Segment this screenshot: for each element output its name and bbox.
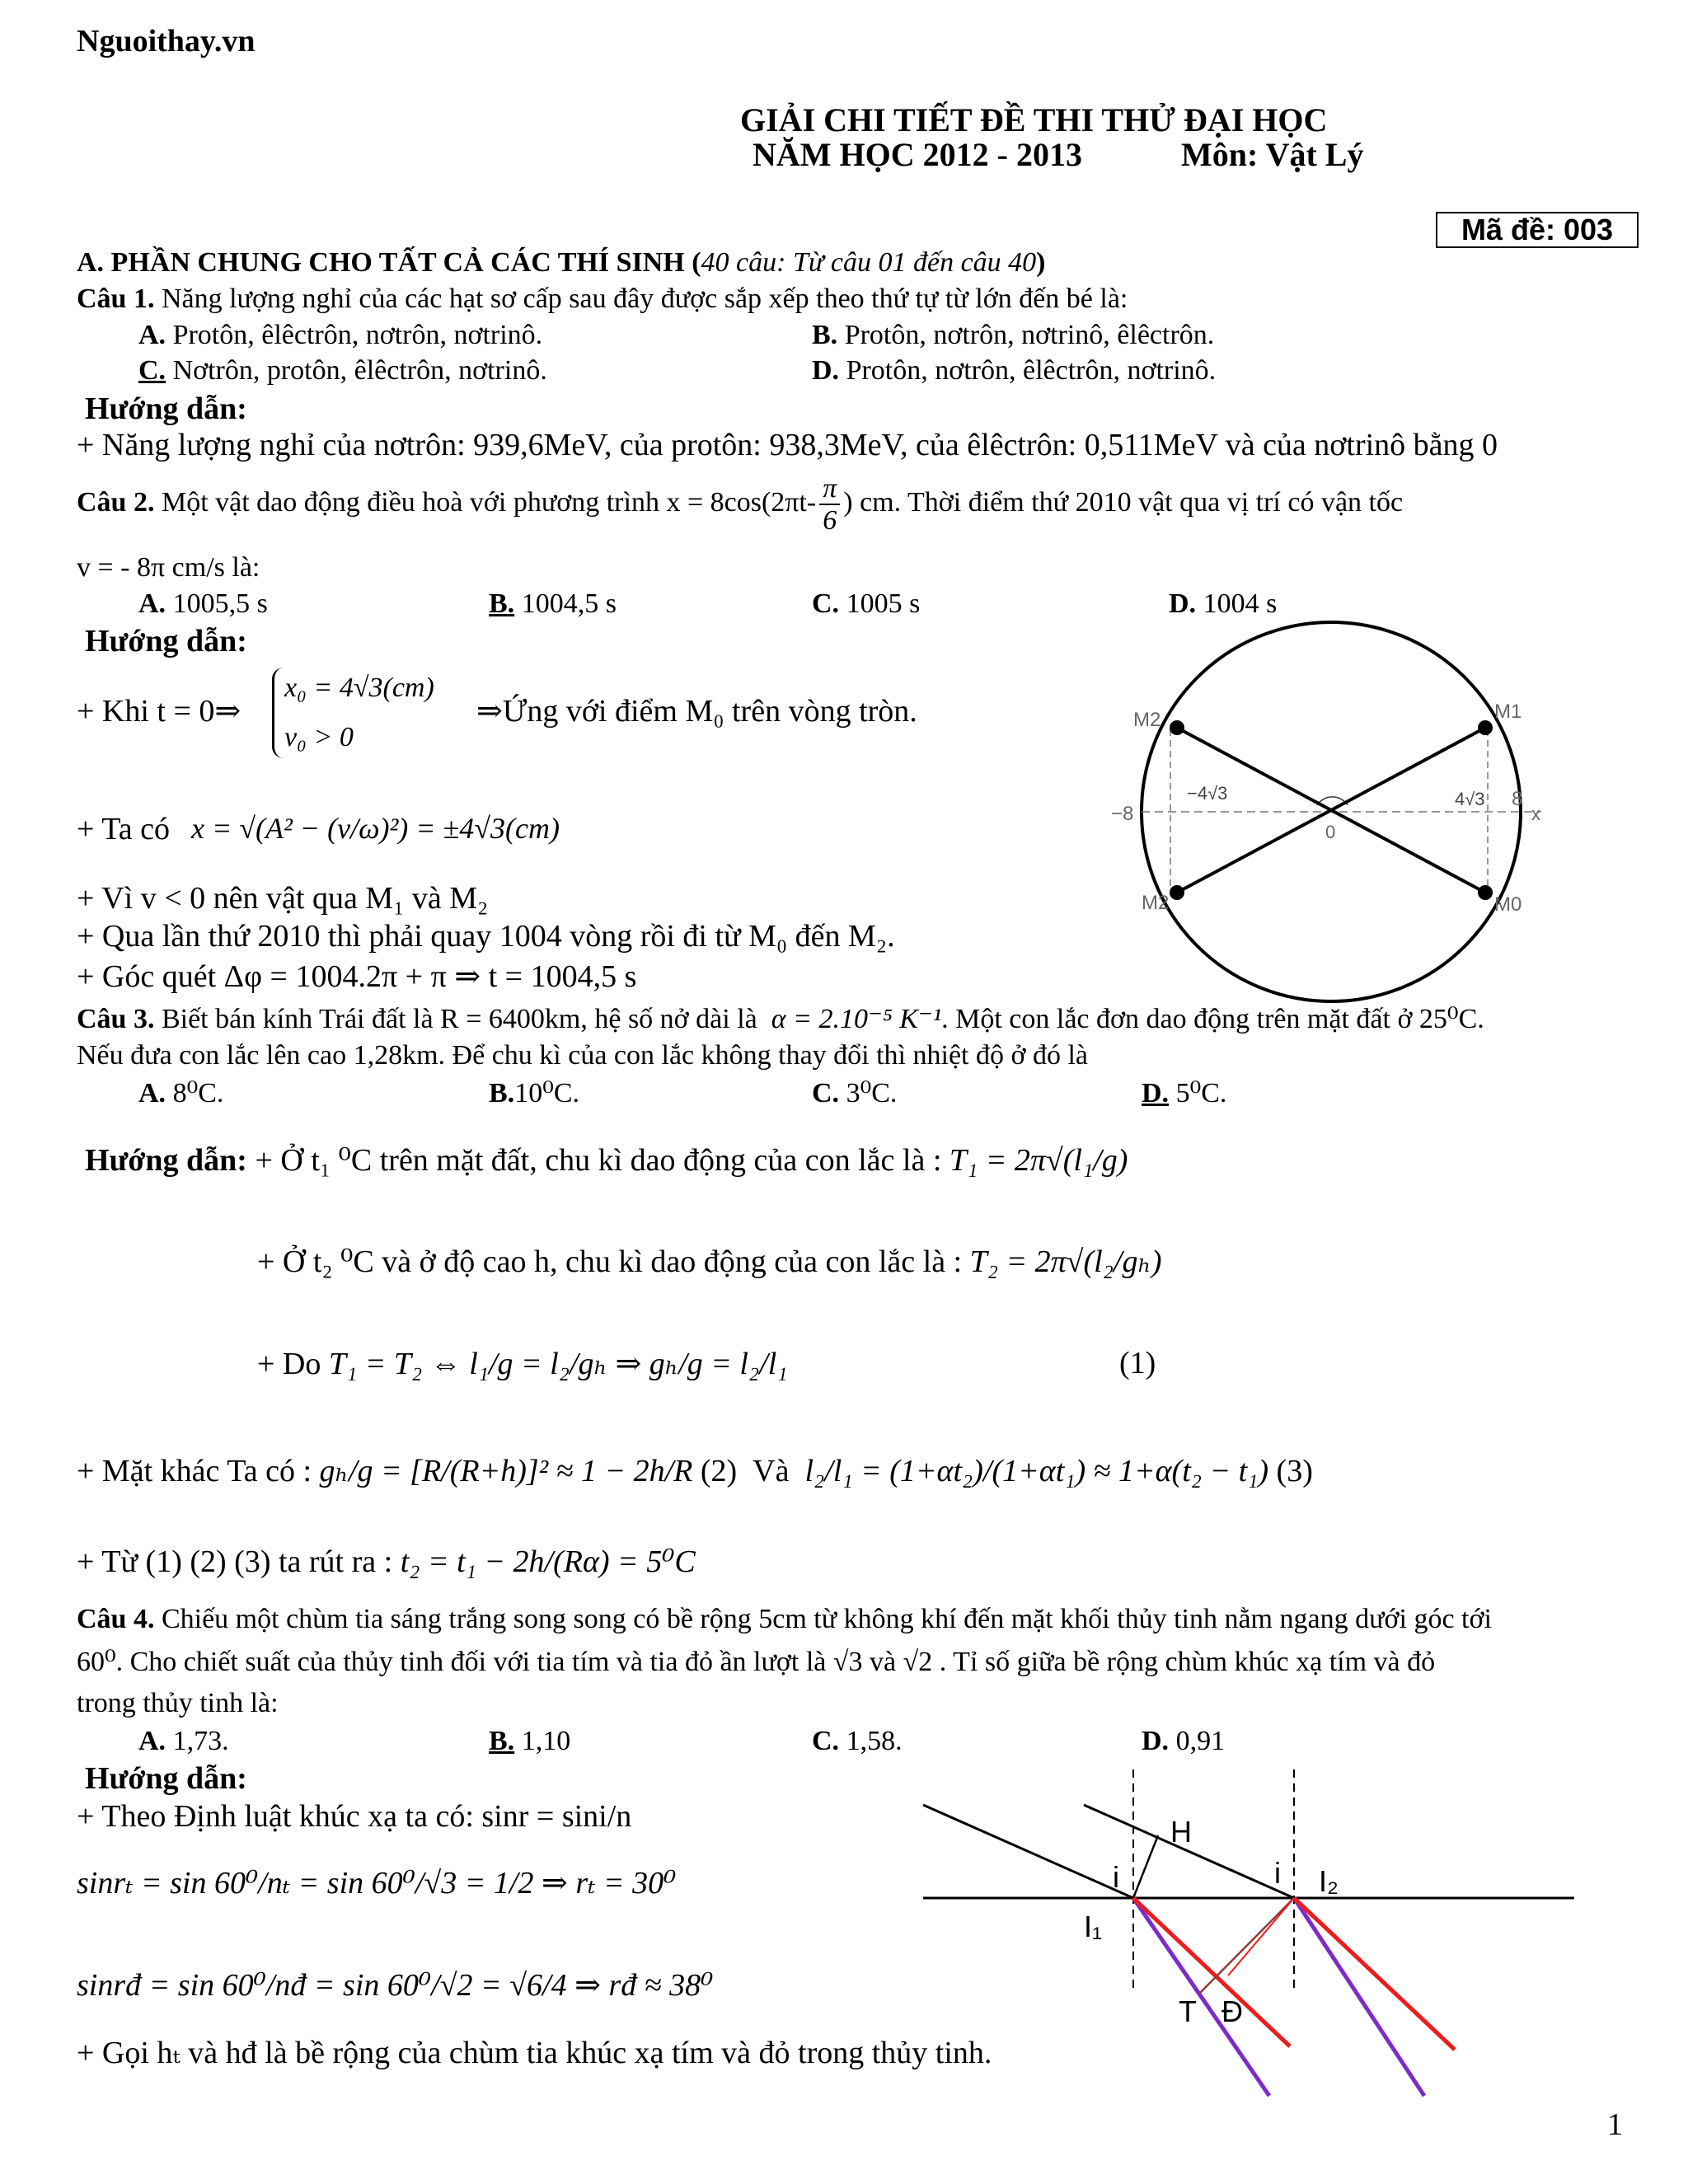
label-m2-top: M2 xyxy=(1133,709,1161,731)
label-origin: 0 xyxy=(1325,822,1336,842)
q3-stem: Câu 3. Biết bán kính Trái đất là R = 6400km, hệ số nở dài là α = 2.10⁻⁵ K⁻¹. Một con lắc đơn dao động trên mặt đất ở 25⁰C. xyxy=(77,1004,1484,1034)
q3-eq1: (1) xyxy=(1119,1346,1156,1380)
incident-ray-1 xyxy=(923,1805,1133,1898)
q2-stem-cont: v = - 8π cm/s là: xyxy=(77,552,260,583)
school-year: NĂM HỌC 2012 - 2013 xyxy=(753,136,1082,173)
label-pos-root: 4√3 xyxy=(1455,789,1485,809)
label-i-right: i xyxy=(1274,1856,1281,1890)
q1-guide: + Năng lượng nghỉ của nơtrôn: 939,6MeV, của protôn: 938,3MeV, của êlêctrôn: 0,511MeV và của nơtrinô bằng 0 xyxy=(77,428,1498,462)
q4-option-d: D. 0,91 xyxy=(1142,1726,1226,1756)
q2-guide-2a: + Ta có xyxy=(77,812,171,846)
q2-option-d: D. 1004 s xyxy=(1169,588,1278,619)
q1-option-c: C. Nơtrôn, protôn, êlêctrôn, nơtrinô. xyxy=(138,355,547,386)
q2-stem: Câu 2. Một vật dao động điều hoà với phương trình x = 8cos(2πt- $\frac{\pi}{6}$ ) cm. Thời điểm thứ 2010 vật qua vị trí có vận tốc xyxy=(77,473,1404,537)
q2-guide-1a: + Khi t = 0⇒ xyxy=(77,694,241,729)
label-h: H xyxy=(1170,1815,1192,1849)
q3-guide-4: + Mặt khác Ta có : gₕ/g = [R/(R+h)]² ≈ 1 − 2h/R (2) Và l₂/l₁ = (1+αt₂)/(1+αt₁) ≈ 1+α(t₂ − t₁) (3) xyxy=(77,1454,1313,1488)
label-neg-root: −4√3 xyxy=(1187,783,1228,804)
label-m2-bottom: M2 xyxy=(1142,892,1170,914)
q2-option-a: A. 1005,5 s xyxy=(138,588,268,619)
q4-guide-1: + Theo Định luật khúc xạ ta có: sinr = sini/n xyxy=(77,1799,632,1834)
q2-guide-4: + Qua lần thứ 2010 thì phải quay 1004 vòng rồi đi từ M₀ đến M₂. xyxy=(77,919,895,954)
q4-guide-3: sinrđ = sin 60⁰/nđ = sin 60⁰/√2 = √6/4 ⇒ rđ ≈ 38⁰ xyxy=(77,1968,714,2003)
q3-option-d: D. 5⁰C. xyxy=(1142,1078,1227,1108)
q4-guide-4: + Gọi hₜ và hđ là bề rộng của chùm tia khúc xạ tím và đỏ trong thủy tinh. xyxy=(77,2036,992,2070)
q2-guide-5: + Góc quét Δφ = 1004.2π + π ⇒ t = 1004,5 s xyxy=(77,959,637,994)
q3-option-a: A. 8⁰C. xyxy=(138,1078,224,1108)
subject: Môn: Vật Lý xyxy=(1180,136,1364,173)
point-m2-bottom xyxy=(1170,885,1184,900)
q2-guide-3: + Vì v < 0 nên vật qua M₁ và M₂ xyxy=(77,881,489,916)
q4-guide-2: sinrₜ = sin 60⁰/nₜ = sin 60⁰/√3 = 1/2 ⇒ rₜ = 30⁰ xyxy=(77,1866,677,1900)
q2-circle-diagram xyxy=(1104,614,1550,1010)
label-t: T xyxy=(1179,1994,1197,2028)
q4-guide-label: Hướng dẫn: xyxy=(85,1761,247,1796)
label-i-left: i xyxy=(1113,1860,1119,1894)
q4-option-c: C. 1,58. xyxy=(812,1726,903,1756)
violet-ray-1 xyxy=(1133,1898,1269,2096)
width-violet xyxy=(1199,1898,1294,1994)
label-m1: M1 xyxy=(1494,701,1522,723)
q2-guide-2-formula: x = √(A² − (v/ω)²) = ±4√3(cm) xyxy=(191,812,560,845)
label-m0: M0 xyxy=(1494,893,1522,916)
width-red xyxy=(1228,1898,1294,1975)
q3-guide-5: + Từ (1) (2) (3) ta rút ra : t₂ = t₁ − 2h/(Rα) = 5⁰C xyxy=(77,1544,696,1579)
wavefront-ih xyxy=(1133,1835,1158,1898)
q1-stem: Câu 1. Năng lượng nghỉ của các hạt sơ cấp sau đây được sắp xếp theo thứ tự từ lớn đến bé là: xyxy=(77,284,1128,314)
page-subtitle xyxy=(753,135,1363,174)
label-neg8: −8 xyxy=(1111,803,1134,825)
point-m2-top xyxy=(1170,720,1184,735)
q3-option-b: B.10⁰C. xyxy=(489,1078,579,1108)
page-title: GIẢI CHI TIẾT ĐỀ THI THỬ ĐẠI HỌC xyxy=(740,101,1328,138)
label-x: x xyxy=(1531,804,1540,824)
q2-frac: $\frac{\pi}{6}$ xyxy=(819,473,840,537)
q4-stem: Câu 4. Chiếu một chùm tia sáng trắng song song có bề rộng 5cm từ không khí đến mặt khối thủy tinh nằm ngang dưới góc tới xyxy=(77,1604,1492,1634)
label-I1: I₁ xyxy=(1084,1910,1103,1943)
q2-guide-x0: x₀ = 4√3(cm) xyxy=(284,673,434,703)
q1-option-b: B. Protôn, nơtrôn, nơtrinô, êlêctrôn. xyxy=(812,320,1215,350)
q2-guide-1b: ⇒Ứng với điểm M₀ trên vòng tròn. xyxy=(476,694,917,729)
q1-option-d: D. Protôn, nơtrôn, êlêctrôn, nơtrinô. xyxy=(812,355,1217,386)
site-name: Nguoithay.vn xyxy=(77,24,256,59)
q4-stem-cont2: trong thủy tinh là: xyxy=(77,1688,279,1718)
q4-refraction-diagram xyxy=(915,1760,1582,2097)
q2-guide-v0: v₀ > 0 xyxy=(284,722,354,752)
q1-option-a: A. Protôn, êlêctrôn, nơtrôn, nơtrinô. xyxy=(138,320,543,350)
q3-guide-2: + Ở t₂ ⁰C và ở độ cao h, chu kì dao động của con lắc là : T₂ = 2π√(l₂/gₕ) xyxy=(257,1244,1162,1279)
red-ray-1 xyxy=(1133,1898,1290,2046)
q3-option-c: C. 3⁰C. xyxy=(812,1078,898,1108)
section-title: A. PHẦN CHUNG CHO TẤT CẢ CÁC THÍ SINH (40 câu: Từ câu 01 đến câu 40) xyxy=(77,247,1046,278)
label-I2: I₂ xyxy=(1319,1864,1339,1898)
q1-guide-label: Hướng dẫn: xyxy=(85,391,247,426)
q2-option-b: B. 1004,5 s xyxy=(489,588,617,619)
label-pos8: 8 xyxy=(1512,788,1523,810)
label-d: Đ xyxy=(1221,1994,1243,2028)
q2-option-c: C. 1005 s xyxy=(812,588,921,619)
q4-stem-cont1: 60⁰. Cho chiết suất của thủy tinh đối với tia tím và tia đỏ ần lượt là √3 và √2 . Tỉ số giữa bề rộng chùm khúc xạ tím và đỏ xyxy=(77,1647,1436,1677)
point-m1 xyxy=(1478,720,1493,735)
violet-ray-2 xyxy=(1294,1898,1424,2096)
q4-option-a: A. 1,73. xyxy=(138,1726,229,1756)
point-m0 xyxy=(1478,885,1493,900)
q2-guide-label: Hướng dẫn: xyxy=(85,624,247,658)
exam-code-box: Mã đề: 003 xyxy=(1436,212,1639,248)
q3-stem-cont: Nếu đưa con lắc lên cao 1,28km. Để chu kì của con lắc không thay đổi thì nhiệt độ ở đó là xyxy=(77,1040,1089,1071)
page-number: 1 xyxy=(1607,2107,1623,2142)
q3-guide-3: + Do T₁ = T₂ ⇔ l₁/g = l₂/gₕ ⇒ gₕ/g = l₂/l₁ xyxy=(257,1347,788,1381)
q4-option-b: B. 1,10 xyxy=(489,1726,571,1756)
q3-guide-1: Hướng dẫn: + Ở t₁ ⁰C trên mặt đất, chu kì dao động của con lắc là : T₁ = 2π√(l₁/g) xyxy=(85,1143,1128,1178)
red-ray-2 xyxy=(1294,1898,1455,2050)
